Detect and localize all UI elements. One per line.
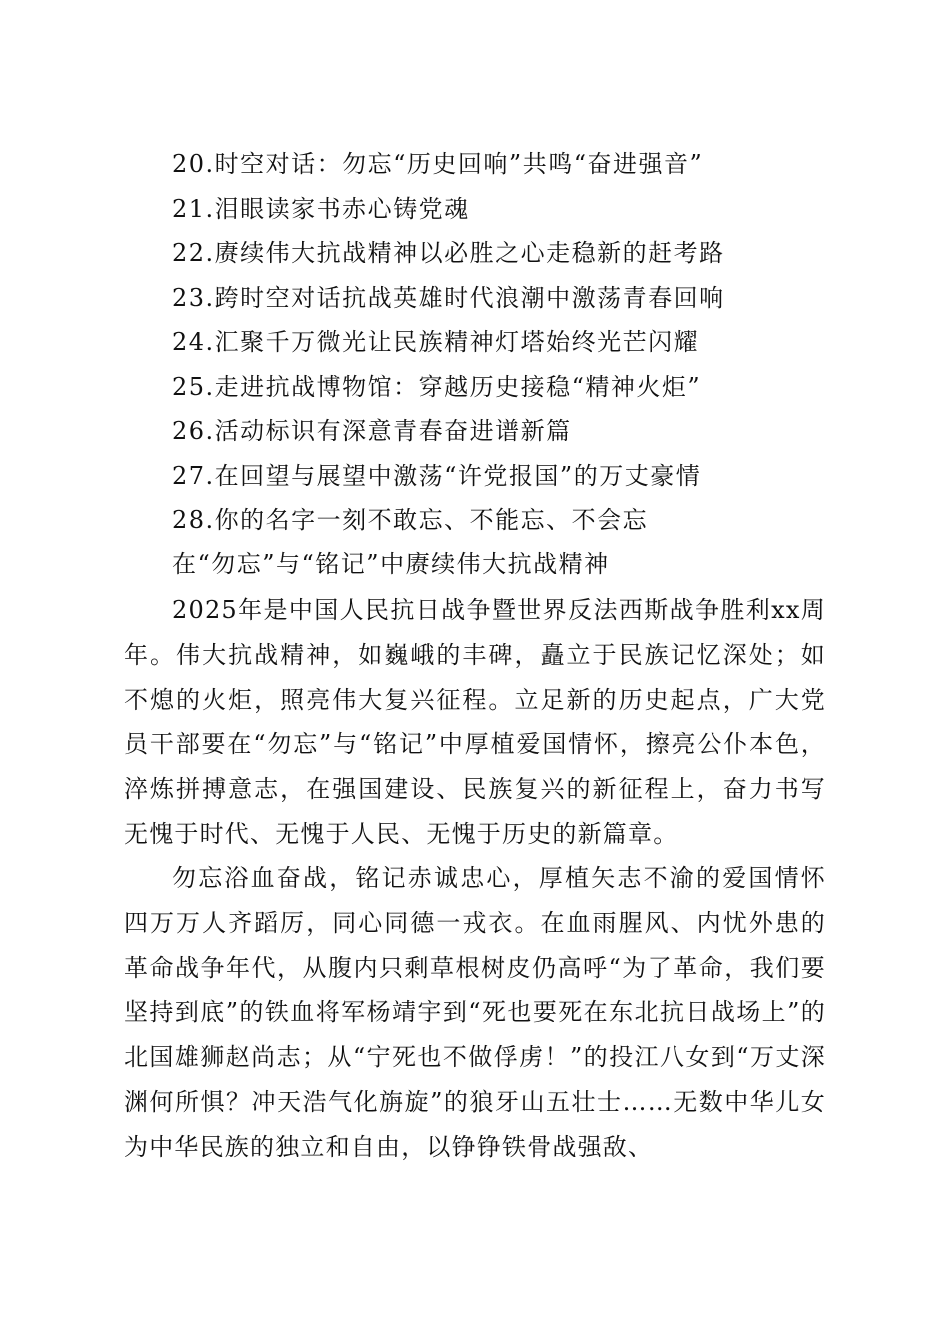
list-item: 20.时空对话：勿忘“历史回响”共鸣“奋进强音” [172, 150, 704, 178]
list-item: 28.你的名字一刻不敢忘、不能忘、不会忘 [172, 506, 649, 534]
list-item: 21.泪眼读家书赤心铸党魂 [172, 194, 470, 223]
title-list [172, 142, 725, 543]
list-item: 25.走进抗战博物馆：穿越历史接稳“精神火炬” [172, 372, 702, 401]
list-item: 23.跨时空对话抗战英雄时代浪潮中激荡青春回响 [172, 283, 725, 312]
list-item: 26.活动标识有深意青春奋进谱新篇 [172, 417, 572, 445]
list-item: 27.在回望与展望中激荡“许党报国”的万丈豪情 [172, 461, 702, 490]
list-item: 24.汇聚千万微光让民族精神灯塔始终光芒闪耀 [172, 328, 700, 356]
list-item: 22.赓续伟大抗战精神以必胜之心走稳新的赶考路 [172, 239, 725, 267]
article-paragraph-1: 2025年是中国人民抗日战争暨世界反法西斯战争胜利xx周年。伟大抗战精神，如巍峨的丰碑，矗立于民族记忆深处；如不熄的火炬，照亮伟大复兴征程。立足新的历史起点，广大党员干部要在“勿忘”与“铭记”中厚植爱国情怀，擦亮公仆本色，淬炼拼搏意志，在强国建设、民族复兴的新征程上，奋力书写无愧于时代、无愧于人民、无愧于历史的新篇章。 [124, 596, 826, 848]
article-title: 在“勿忘”与“铭记”中赓续伟大抗战精神 [172, 550, 610, 578]
article-paragraph-2: 勿忘浴血奋战，铭记赤诚忠心，厚植矢志不渝的爱国情怀四万万人齐蹈厉，同心同德一戎衣。在血雨腥风、内忧外患的革命战争年代，从腹内只剩草根树皮仍高呼“为了革命，我们要坚持到底”的铁血将军杨靖宇到“死也要死在东北抗日战场上”的北国雄狮赵尚志；从“宁死也不做俘虏！”的投江八女到“万丈深渊何所惧？冲天浩气化旃旋”的狼牙山五壮士……无数中华儿女为中华民族的独立和自由，以铮铮铁骨战强敌、 [124, 864, 826, 1161]
